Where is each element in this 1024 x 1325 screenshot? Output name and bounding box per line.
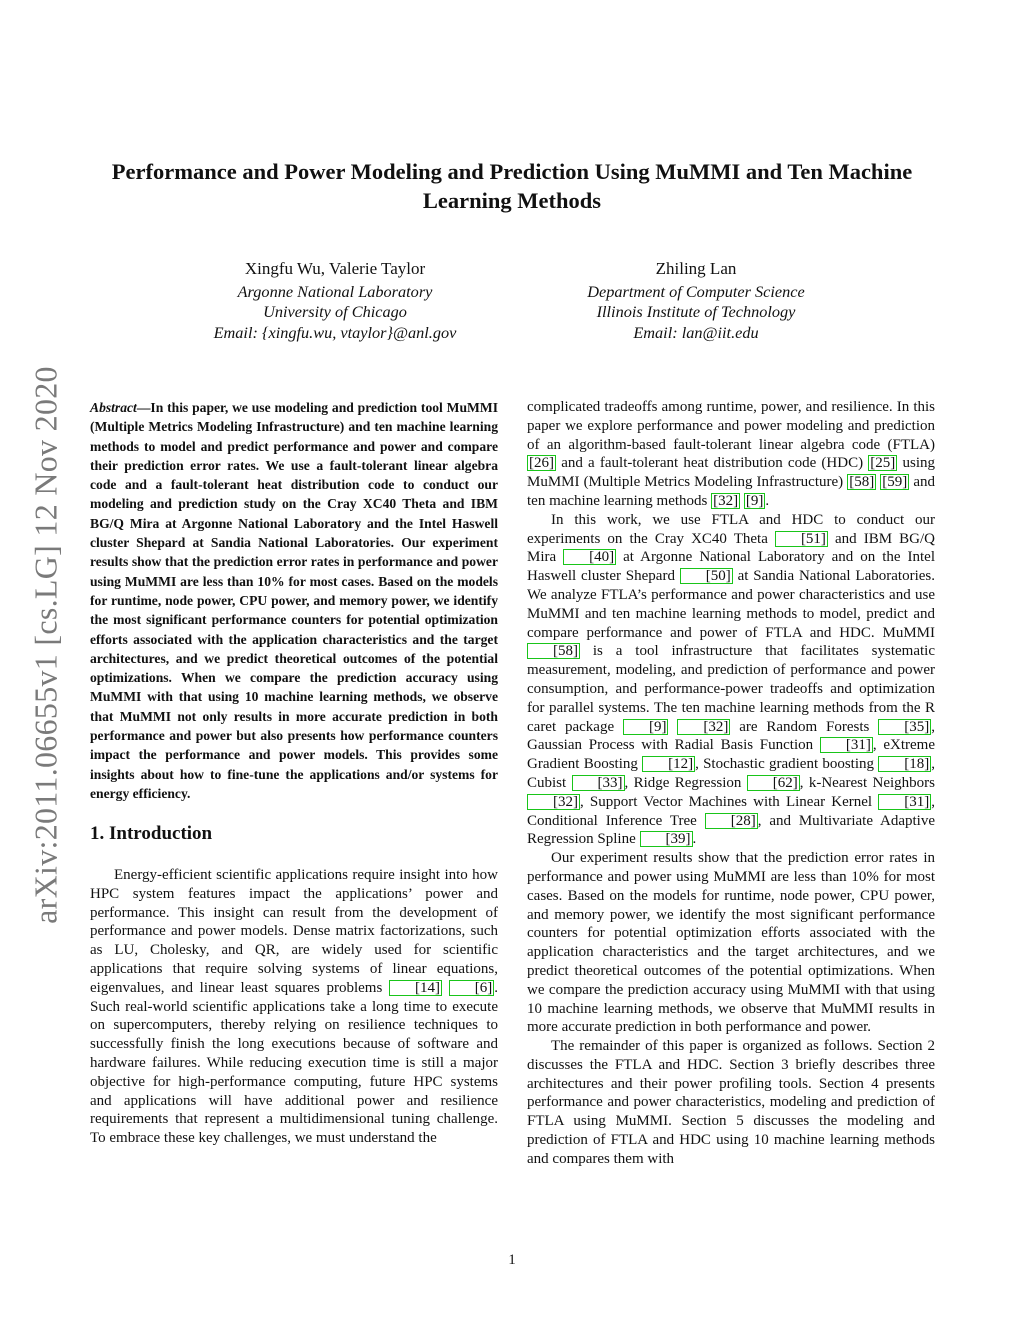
citation-link[interactable]: [58] bbox=[527, 643, 580, 659]
intro-paragraph-continued: complicated tradeoffs among runtime, power, and resilience. In this paper we explore performance and power modeling and prediction of an algorithm-based fault-tolerant linear algebra code (FTLA) [26] and a fault-tolerant heat distribution code (HDC) [25] using MuMMI (Multiple Metrics Modeling Infrastructure) [58] [59] and ten machine learning methods [32] [9] . bbox=[527, 399, 935, 509]
citation-link[interactable]: [32] bbox=[527, 794, 580, 810]
left-column bbox=[90, 398, 498, 1148]
citation-link[interactable]: [6] bbox=[449, 980, 495, 996]
citation-link[interactable]: [14] bbox=[389, 980, 442, 996]
author-block-2 bbox=[496, 259, 896, 343]
citation-link[interactable]: [33] bbox=[572, 775, 625, 791]
title-line-1: Performance and Power Modeling and Prediction Using MuMMI and Ten Machine bbox=[111, 159, 913, 184]
citation-link[interactable]: [26] bbox=[529, 455, 554, 472]
citation-link[interactable]: [62] bbox=[747, 775, 800, 791]
title-line-2: Learning Methods bbox=[422, 188, 602, 213]
citation-link[interactable]: [39] bbox=[640, 831, 693, 847]
intro-paragraph-3: Our experiment results show that the prediction error rates in performance and power using MuMMI are less than 10% for most cases. Based on the models for runtime, node power, CPU power, and memory power, we identify the most significant performance counters for potential optimization efforts associated with the application characteristics and the target architectures, and we predict theoretical outcomes of the potential optimizations. When we compare the prediction accuracy using MuMMI with that using 10 machine learning methods, we observe that MuMMI results in more accurate prediction in both performance and power. bbox=[527, 850, 935, 1036]
citation-link[interactable]: [35] bbox=[878, 719, 931, 735]
author-block-1 bbox=[135, 259, 535, 343]
abstract-lead: Abstract bbox=[90, 400, 137, 415]
section-heading-introduction: 1. Introduction bbox=[90, 823, 213, 845]
intro-paragraph-2: In this work, we use FTLA and HDC to conduct our experiments on the Cray XC40 Theta [51] and IBM BG/Q Mira [40] at Argonne National Laboratory and on the Intel Haswell cluster Shepard [50] at Sandia National Laboratories. We analyze FTLA’s performance and power characteristics and use MuMMI and ten machine learning methods to model, predict and compare performance and power of FTLA and HDC. MuMMI [58] is a tool infrastructure that facilitates systematic measurement, modeling, and prediction of performance and power consumption, and performance-power tradeoffs and optimization for parallel systems. The ten machine learning methods from the R caret package [9] [32] are Random Forests [35] , Gaussian Process with Radial Basis Function [31] , eXtreme Gradient Boosting [12] , Stochastic gradient boosting [18] , Cubist [33] , Ridge Regression [62] , k-Nearest Neighbors [32] , Support Vector Machines with Linear Kernel [31] , Conditional Inference Tree [28] , and Multivariate Adaptive Regression Spline [39] . bbox=[527, 511, 935, 848]
citation-link[interactable]: [28] bbox=[705, 813, 758, 829]
intro-paragraph-4: The remainder of this paper is organized as follows. Section 2 discusses the FTLA and HDC. Section 3 briefly describes three architectures and their power profiling tools. Section 4 presents performance and power characteristics, modeling and prediction of FTLA using MuMMI. Section 5 discusses the modeling and prediction of FTLA and HDC using 10 machine learning methods and compares them with bbox=[527, 1038, 935, 1167]
citation-link[interactable]: [32] bbox=[713, 492, 739, 509]
citation-link[interactable]: [59] bbox=[882, 474, 908, 491]
citation-link[interactable]: [40] bbox=[563, 549, 616, 565]
right-column bbox=[527, 398, 935, 1169]
citation-link[interactable]: [18] bbox=[878, 756, 931, 772]
author-email[interactable]: Email: {xingfu.wu, vtaylor}@anl.gov bbox=[213, 322, 457, 342]
citation-link[interactable]: [50] bbox=[680, 568, 733, 584]
author-affiliation: Department of Computer Science bbox=[587, 281, 805, 301]
arxiv-side-stamp bbox=[24, 345, 68, 945]
intro-paragraph-1: Energy-efficient scientific applications require insight into how HPC system features impact the applications’ power and performance. This insight can result from the development of performance and power models. Dense matrix factorizations, such as LU, Cholesky, and QR, are widely used for scientific applications that require solving systems of linear equations, eigenvalues, and linear least squares problems [14] [6] . Such real-world scientific applications take a long time to execute on supercomputers, thereby relying on resilience techniques to successfully finish the long executions because of software and hardware failures. While reducing execution time is still a major objective for high-performance computing, future HPC systems and applications will have additional power and resilience requirements that represent a multidimensional tuning challenge. To embrace these key challenges, we must understand the bbox=[90, 867, 499, 1147]
author-name: Zhiling Lan bbox=[655, 259, 737, 278]
author-email[interactable]: Email: lan@iit.edu bbox=[633, 322, 759, 342]
paper-title bbox=[80, 157, 944, 215]
citation-link[interactable]: [31] bbox=[820, 737, 873, 753]
citation-link[interactable]: [32] bbox=[677, 719, 730, 735]
abstract bbox=[90, 398, 498, 803]
author-affiliation: Illinois Institute of Technology bbox=[596, 302, 796, 321]
citation-link[interactable]: [25] bbox=[870, 455, 896, 472]
abstract-text: —In this paper, we use modeling and prediction tool MuMMI (Multiple Metrics Modeling Infrastructure) and ten machine learning methods to model and predict performance and power and compare their prediction error rates. We use a fault-tolerant linear algebra code and a fault-tolerant heat distribution code to conduct our modeling and prediction study on the Cray XC40 Theta and IBM BG/Q Mira at Argonne National Laboratory and the Intel Haswell cluster Shepard at Sandia National Laboratories. Our experiment results show that the prediction error rates in performance and power using MuMMI are less than 10% for most cases. Based on the models for runtime, node power, CPU power, and memory power, we identify the most significant performance counters for potential optimization efforts associated with the application characteristics and the target architectures, and we predict theoretical outcomes of the potential optimizations. When we compare the prediction accuracy using MuMMI with that using 10 machine learning methods, we observe that MuMMI not only results in more accurate prediction in both performance and power but also presents how performance counters impact the performance and power models. This provides some insights about how to fine-tune the applications and/or systems for energy efficiency. bbox=[90, 400, 498, 801]
author-affiliation: Argonne National Laboratory bbox=[237, 281, 433, 301]
arxiv-id-text: arXiv:2011.06655v1 [cs.LG] 12 Nov 2020 bbox=[27, 366, 64, 924]
citation-link[interactable]: [31] bbox=[878, 794, 931, 810]
citation-link[interactable]: [9] bbox=[745, 492, 764, 509]
author-name: Xingfu Wu, Valerie Taylor bbox=[244, 259, 426, 278]
author-affiliation: University of Chicago bbox=[263, 302, 407, 321]
citation-link[interactable]: [51] bbox=[775, 531, 828, 547]
citation-link[interactable]: [12] bbox=[642, 756, 695, 772]
citation-link[interactable]: [58] bbox=[849, 474, 875, 491]
citation-link[interactable]: [9] bbox=[623, 719, 669, 735]
page-number: 1 bbox=[508, 1252, 516, 1268]
